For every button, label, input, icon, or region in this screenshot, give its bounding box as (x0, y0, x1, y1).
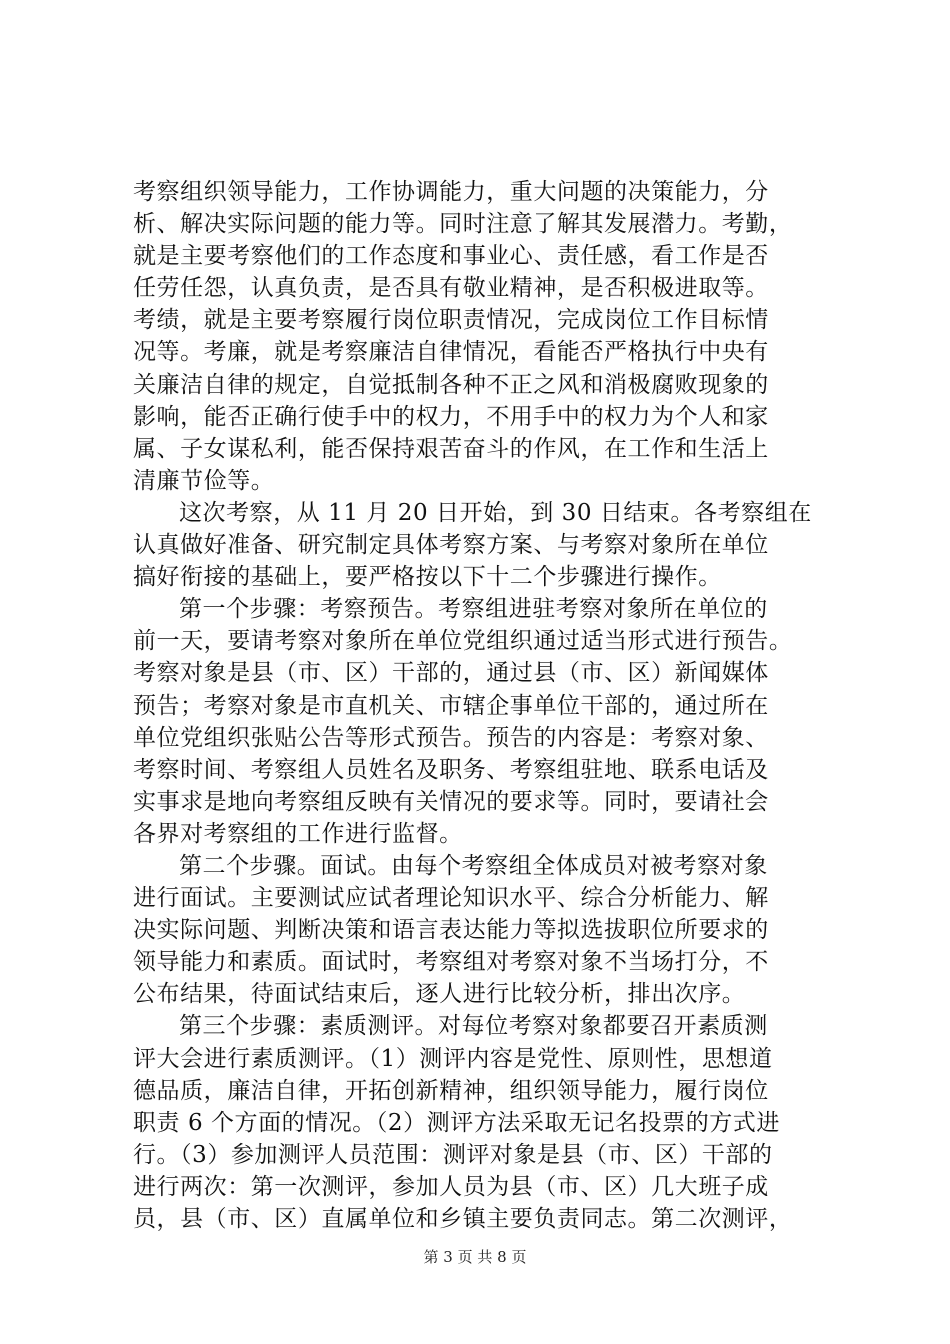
text-line: 考察对象是县（市、区）干部的，通过县（市、区）新闻媒体 (133, 660, 769, 687)
text-line: 考察组织领导能力，工作协调能力，重大问题的决策能力，分 (133, 179, 769, 205)
paragraph-first-line: 第三个步骤：素质测评。对每位考察对象都要召开素质测 (179, 1013, 768, 1040)
text-line: 员，县（市、区）直属单位和乡镇主要负责同志。第二次测评， (133, 1206, 793, 1232)
text-line: 德品质，廉洁自律，开拓创新精神，组织领导能力，履行岗位 (133, 1077, 769, 1104)
text-line: 考绩，就是主要考察履行岗位职责情况，完成岗位工作目标情 (133, 307, 769, 334)
text-line: 属、子女谋私利，能否保持艰苦奋斗的作风，在工作和生活上 (133, 435, 769, 462)
document-body (133, 176, 827, 1235)
text-line: 职责 6 个方面的情况。（2）测评方法采取无记名投票的方式进 (133, 1109, 780, 1136)
text-line: 预告；考察对象是市直机关、市辖企事单位干部的，通过所在 (133, 692, 769, 719)
text-line: 关廉洁自律的规定，自觉抵制各种不正之风和消极腐败现象的 (133, 371, 769, 398)
text-line: 搞好衔接的基础上，要严格按以下十二个步骤进行操作。 (133, 564, 722, 591)
text-line: 清廉节俭等。 (133, 467, 275, 494)
text-line: 影响，能否正确行使手中的权力，不用手中的权力为个人和家 (133, 403, 769, 430)
page-number-label: 第 3 页 共 8 页 (423, 1248, 527, 1266)
text-line: 考察时间、考察组人员姓名及职务、考察组驻地、联系电话及 (133, 756, 769, 783)
text-line: 前一天，要请考察对象所在单位党组织通过适当形式进行预告。 (133, 628, 793, 655)
page-footer (0, 1247, 950, 1267)
text-line: 领导能力和素质。面试时，考察组对考察对象不当场打分，不 (133, 949, 769, 976)
text-line: 认真做好准备、研究制定具体考察方案、与考察对象所在单位 (133, 532, 769, 559)
text-line: 单位党组织张贴公告等形式预告。预告的内容是：考察对象、 (133, 724, 769, 751)
paragraph-first-line: 第一个步骤：考察预告。考察组进驻考察对象所在单位的 (179, 596, 768, 623)
text-line: 析、解决实际问题的能力等。同时注意了解其发展潜力。考勤， (133, 211, 793, 238)
text-line: 进行面试。主要测试应试者理论知识水平、综合分析能力、解 (133, 885, 769, 912)
text-line: 况等。考廉，就是考察廉洁自律情况，看能否严格执行中央有 (133, 339, 769, 366)
text-line: 进行两次：第一次测评，参加人员为县（市、区）几大班子成 (133, 1173, 769, 1200)
paragraph-first-line: 这次考察，从 11 月 20 日开始，到 30 日结束。各考察组在 (179, 499, 812, 526)
text-line: 评大会进行素质测评。（1）测评内容是党性、原则性，思想道 (133, 1045, 773, 1072)
text-line: 各界对考察组的工作进行监督。 (133, 820, 463, 847)
text-line: 决实际问题、判断决策和语言表达能力等拟选拔职位所要求的 (133, 917, 769, 944)
paragraph-first-line: 第二个步骤。面试。由每个考察组全体成员对被考察对象 (179, 852, 768, 879)
text-line: 行。（3）参加测评人员范围：测评对象是县（市、区）干部的 (133, 1141, 773, 1168)
text-line: 任劳任怨，认真负责，是否具有敬业精神，是否积极进取等。 (133, 275, 769, 302)
text-line: 实事求是地向考察组反映有关情况的要求等。同时，要请社会 (133, 788, 769, 815)
text-line: 就是主要考察他们的工作态度和事业心、责任感，看工作是否 (133, 243, 769, 270)
text-line: 公布结果，待面试结束后，逐人进行比较分析，排出次序。 (133, 981, 746, 1008)
